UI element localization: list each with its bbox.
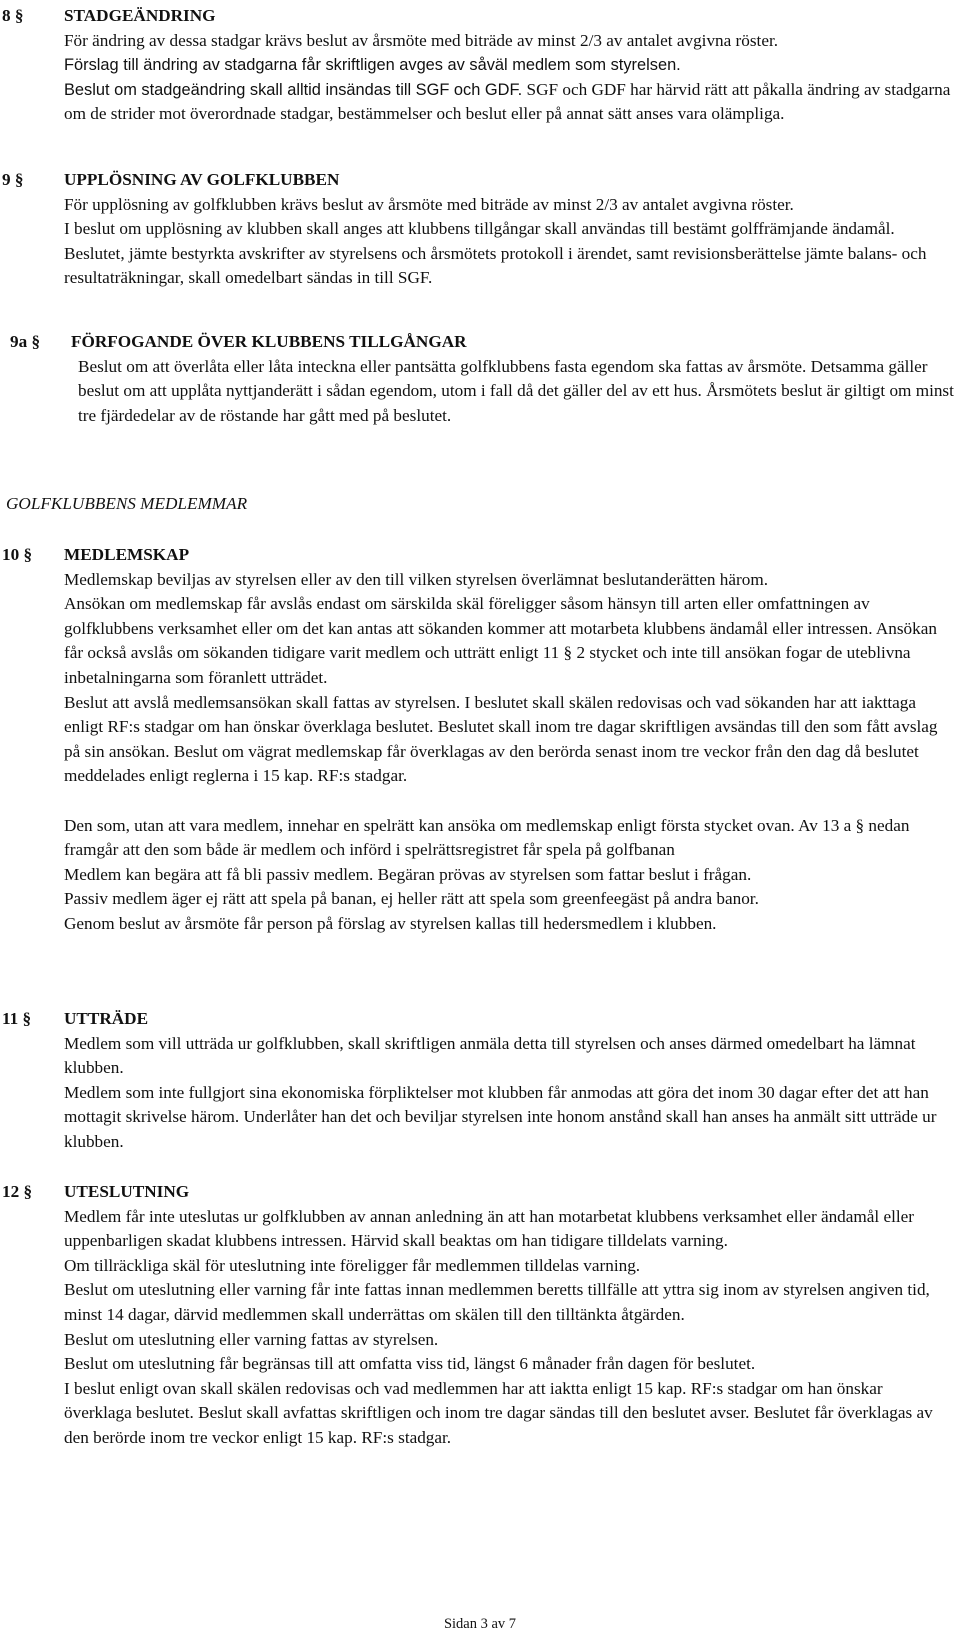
section-heading [0,4,960,29]
section-body [64,568,954,937]
paragraph: Beslut om att överlåta eller låta inteckna eller pantsätta golfklubbens fasta egendom ska fattas av årsmöte. Detsamma gäller beslut om att upplåta nyttjanderätt i sådan egendom, utom i fall då det gäller del av ett hus. Årsmötets beslut är giltigt om minst tre fjärdedelar av de röstande har gått med på beslutet. [78,356,954,425]
section-body [64,1032,954,1155]
paragraph: Medlem som inte fullgjort sina ekonomiska förpliktelser mot klubben får anmodas att göra det inom 30 dagar efter det att han mottagit skrivelse härom. Underlåter han det och beviljar styrelsen inte honom anstånd skall han anses ha anmält sitt utträde ur klubben. [64,1082,937,1151]
paragraph: Beslut om uteslutning eller varning får inte fattas innan medlemmen beretts tillfälle att yttra sig inom av styrelsen angiven tid, minst 14 dagar, därvid medlemmen skall underrättas om skälen till den tilltänkta åtgärden. [64,1280,930,1324]
paragraph: Medlem som vill utträda ur golfklubben, skall skriftligen anmäla detta till styrelsen och anses därmed omedelbart ha lämnat klubben. [64,1033,916,1078]
section-title: UTESLUTNING [64,1182,190,1201]
paragraph: Genom beslut av årsmöte får person på förslag av styrelsen kallas till hedersmedlem i klubben. [64,913,717,933]
paragraph: SGF och GDF har härvid rätt att påkalla ändring av stadgarna om de strider mot överordnade stadgar, bestämmelser och beslut eller på annat sätt anses vara olämpliga. [64,79,951,124]
section-heading [0,543,960,568]
paragraph: I beslut om upplösning av klubben skall anges att klubbens tillgångar skall användas till bestämt golffrämjande ändamål. Beslutet, jämte bestyrkta avskrifter av styrelsens och årsmötets protokoll i ärendet, samt revisionsberättelse jämte balans- och resultaträkningar, skall omedelbart sändas in till SGF. [64,219,927,288]
section-8 [0,4,960,127]
section-number: 10 § [2,545,33,564]
section-heading [0,1007,960,1032]
paragraph: Beslut om uteslutning eller varning fattas av styrelsen. [64,1329,439,1349]
section-number: 9 § [2,170,24,189]
section-body [64,193,954,291]
paragraph: Passiv medlem äger ej rätt att spela på banan, ej heller rätt att spela som greenfeegäst på andra banor. [64,889,759,909]
paragraph: Den som, utan att vara medlem, innehar en spelrätt kan ansöka om medlemskap enligt första stycket ovan. Av 13 a § nedan framgår att den som både är medlem och införd i spelrättsregistret får spela på golfbanan [64,815,910,860]
section-number: 9a § [10,332,41,351]
section-heading [0,168,960,193]
paragraph: Medlemskap beviljas av styrelsen eller av den till vilken styrelsen överlämnat beslutanderätten härom. [64,569,768,589]
section-number: 12 § [2,1182,33,1201]
paragraph: Medlem får inte uteslutas ur golfklubben av annan anledning än att han motarbetat klubbens verksamhet eller ändamål eller uppenbarligen skadat klubbens intressen. Härvid skall beaktas om han tidigare tilldelats varning. [64,1206,915,1251]
section-heading [0,330,960,355]
paragraph: Förslag till ändring av stadgarna får skriftligen avges av såväl medlem som styrelsen. [64,56,681,75]
paragraph: Ansökan om medlemskap får avslås endast om särskilda skäl föreligger såsom hänsyn till arten eller omfattningen av golfklubbens verksamhet eller om det kan antas att sökanden kommer att motarbeta klubbens ändamål eller intressen. Ansökan får också avslås om sökanden tidigare varit medlem och utträtt enligt 11 § 2 stycket och inte till ansökan fogar de uteblivna inbetalningarna som föranlett utträdet. [64,594,937,687]
paragraph: För ändring av dessa stadgar krävs beslut av årsmöte med biträde av minst 2/3 av antalet avgivna röster. [64,30,779,50]
section-title: UTTRÄDE [64,1009,149,1028]
section-number: 11 § [2,1009,32,1028]
paragraph: För upplösning av golfklubben krävs beslut av årsmöte med biträde av minst 2/3 av antalet avgivna röster. [64,194,794,214]
section-10 [0,543,960,937]
paragraph: Beslut om stadgeändring skall alltid insändas till SGF och GDF. [64,80,523,99]
paragraph: Medlem kan begära att få bli passiv medlem. Begäran prövas av styrelsen som fattar beslut i frågan. [64,864,752,884]
paragraph: Beslut att avslå medlemsansökan skall fattas av styrelsen. I beslutet skall skälen redovisas och vad sökanden har att iakttaga enligt RF:s stadgar om han önskar överklaga beslutet. Beslutet skall inom tre dagar skriftligen avsändas till den som fått avslag på sin ansökan. Beslut om vägrat medlemskap får överklagas av den berörda senast inom tre veckor från den dag då beslutet meddelades enligt reglerna i 15 kap. RF:s stadgar. [64,692,938,786]
section-body [78,355,954,429]
paragraph: Om tillräckliga skäl för uteslutning inte föreligger får medlemmen tilldelas varning. [64,1255,641,1275]
section-12 [0,1180,960,1451]
section-9a [0,330,960,428]
paragraph: I beslut enligt ovan skall skälen redovisas och vad medlemmen har att iaktta enligt 15 kap. RF:s stadgar om han önskar överklaga beslutet. Beslut skall avfattas skriftligen och inom tre dagar sändas till den beslutet avser. Beslutet får överklagas av den berörde inom tre veckor enligt 15 kap. RF:s stadgar. [64,1378,933,1447]
section-body [64,1205,954,1451]
section-body [64,29,954,127]
section-9 [0,168,960,291]
paragraph: Beslut om uteslutning får begränsas till att omfatta viss tid, längst 6 månader från dagen för beslutet. [64,1354,756,1374]
section-title: FÖRFOGANDE ÖVER KLUBBENS TILLGÅNGAR [71,332,467,351]
chapter-heading: GOLFKLUBBENS MEDLEMMAR [6,494,248,513]
page-number: Sidan 3 av 7 [443,1616,517,1632]
section-heading [0,1180,960,1205]
section-title: STADGEÄNDRING [64,6,216,25]
section-number: 8 § [2,6,24,25]
section-title: UPPLÖSNING AV GOLFKLUBBEN [64,170,340,189]
section-title: MEDLEMSKAP [64,545,190,564]
section-11 [0,1007,960,1155]
